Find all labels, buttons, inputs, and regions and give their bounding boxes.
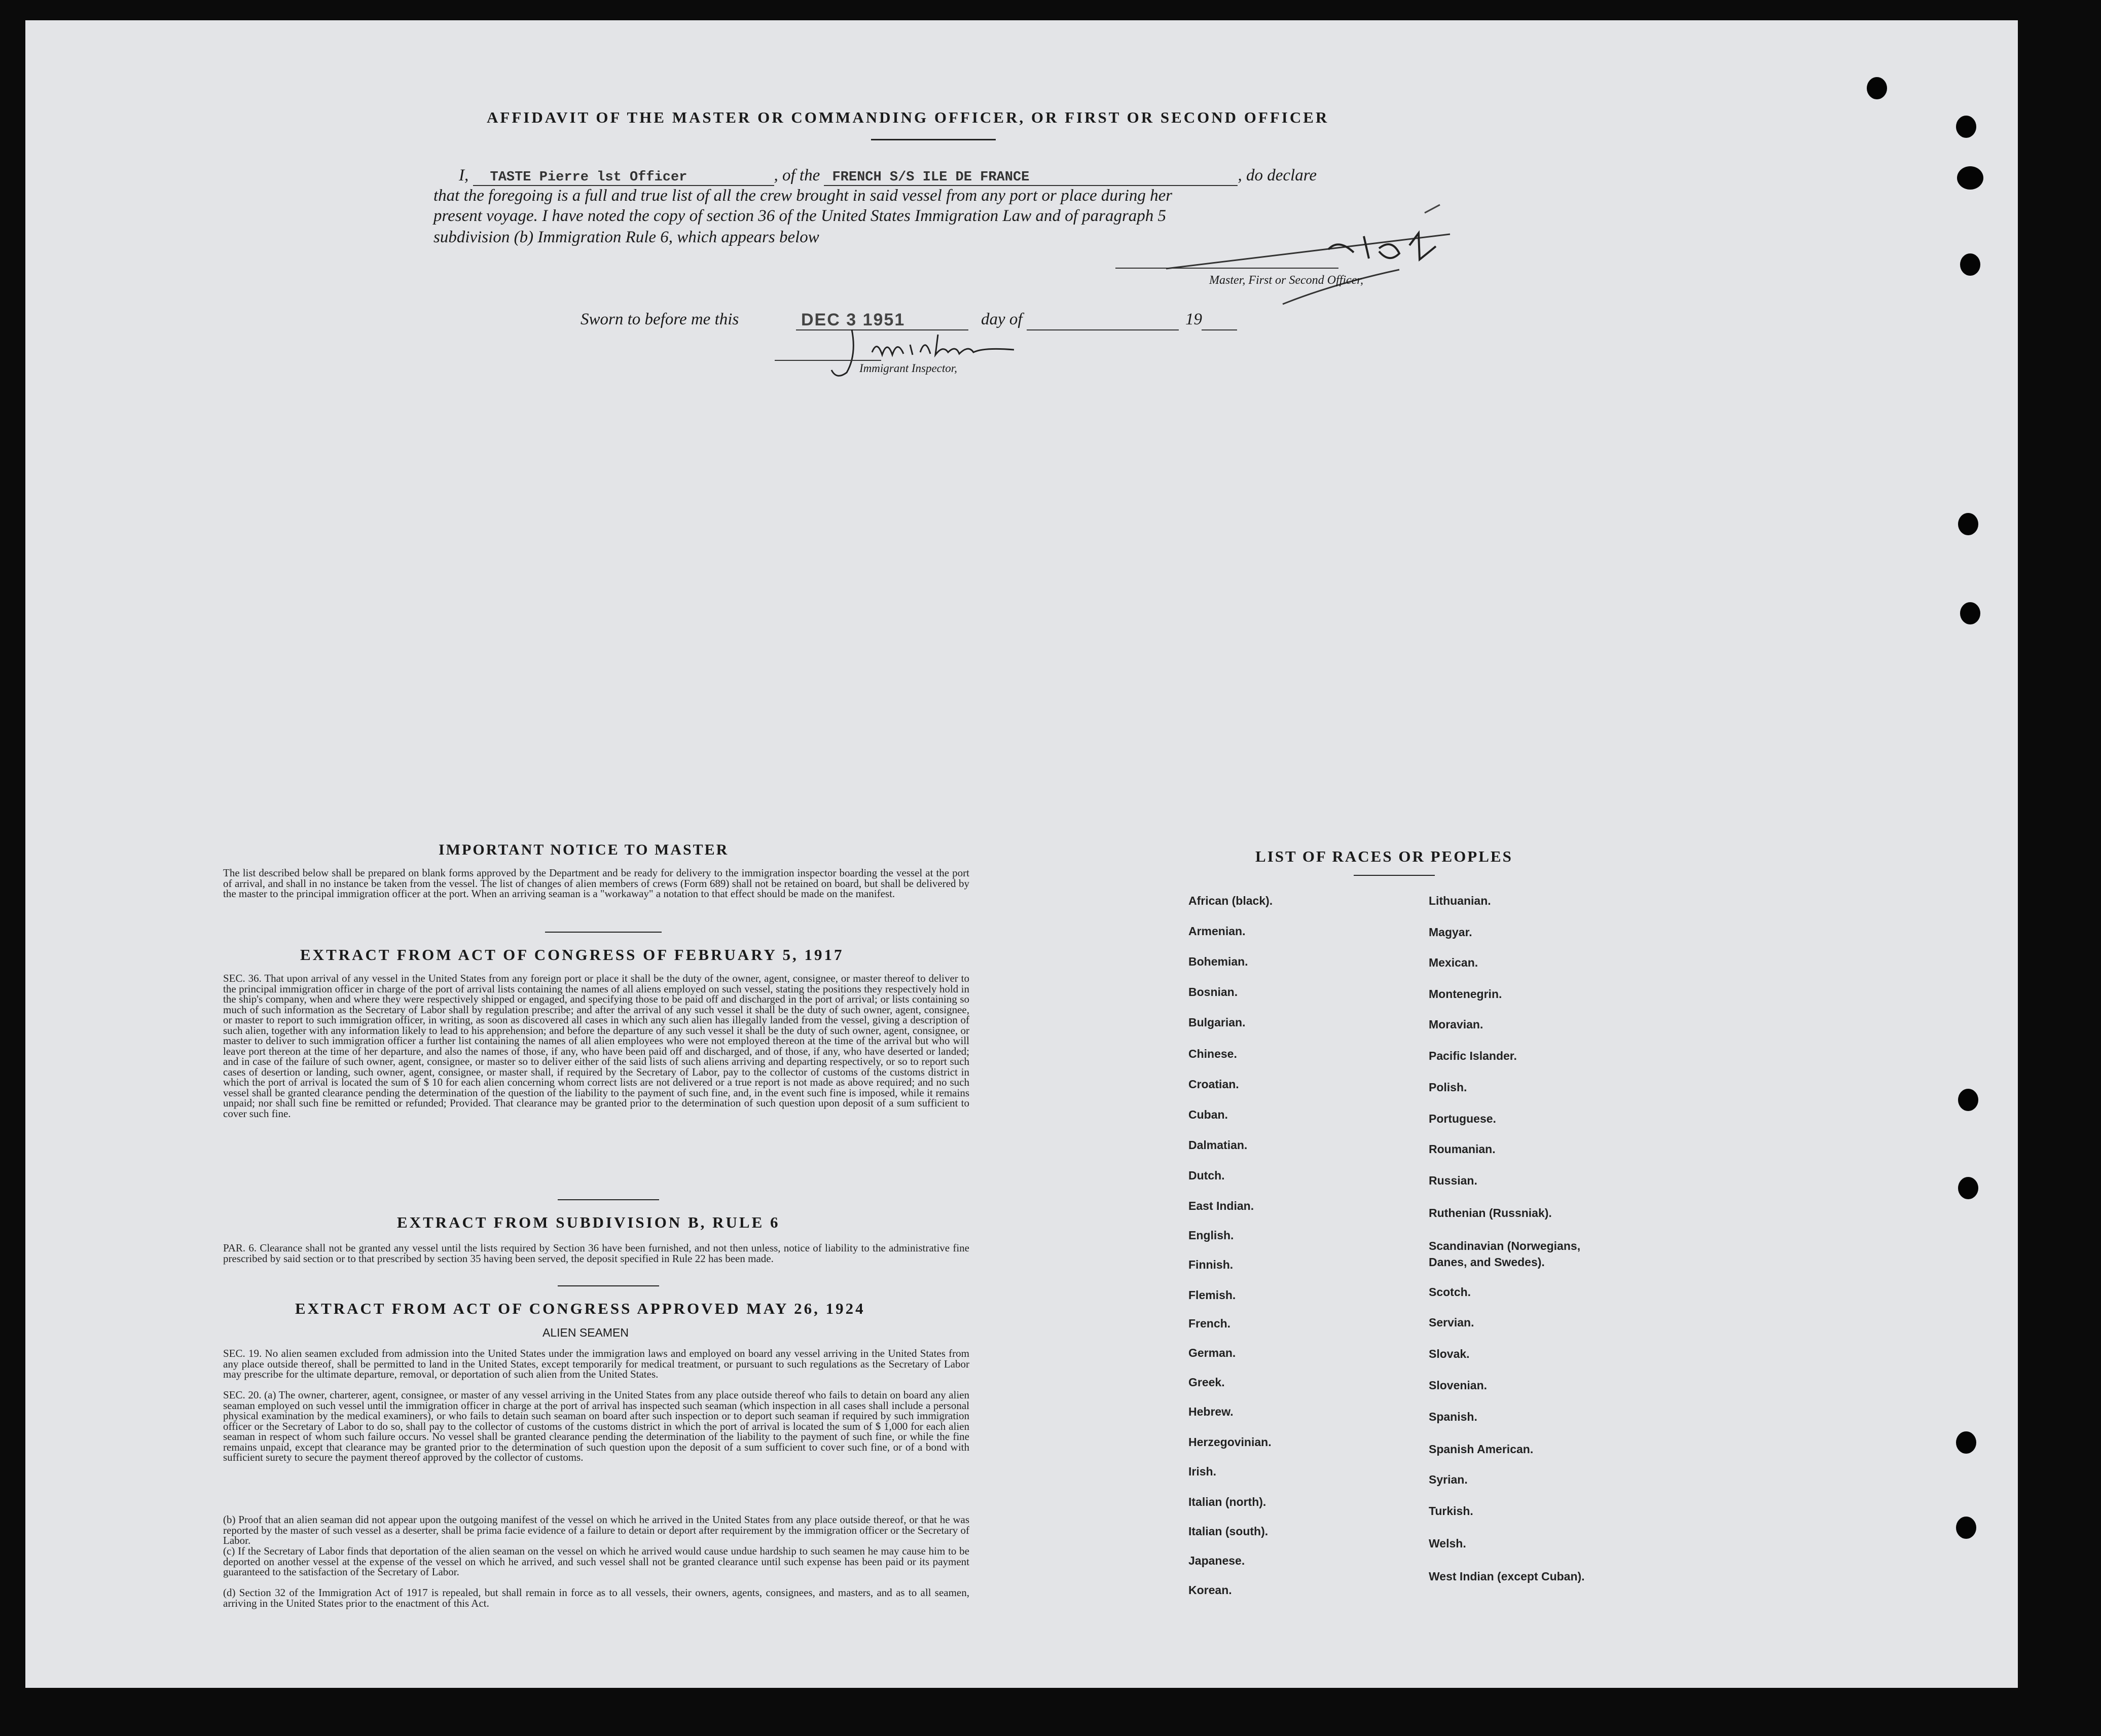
- race-item: Magyar.: [1429, 926, 1472, 939]
- race-item: Montenegrin.: [1429, 987, 1502, 1001]
- race-item: Cuban.: [1188, 1108, 1228, 1121]
- race-item: Slovenian.: [1429, 1379, 1488, 1392]
- race-item: Italian (south).: [1188, 1525, 1269, 1538]
- race-item: Italian (north).: [1188, 1495, 1266, 1508]
- race-item: German.: [1188, 1346, 1236, 1359]
- punch-hole: [1960, 602, 1980, 624]
- race-item: Flemish.: [1188, 1288, 1236, 1302]
- race-item: Turkish.: [1429, 1504, 1473, 1518]
- race-item: Bosnian.: [1188, 985, 1238, 999]
- race-item: Croatian.: [1188, 1078, 1239, 1091]
- race-item: Moravian.: [1429, 1018, 1483, 1031]
- race-item: Scotch.: [1429, 1285, 1471, 1299]
- race-item: Irish.: [1188, 1465, 1216, 1478]
- of-the-text: , of the: [774, 166, 820, 184]
- sworn-date-stamp: DEC 3 1951: [801, 310, 905, 329]
- race-item: English.: [1188, 1229, 1234, 1242]
- race-item: Russian.: [1429, 1174, 1477, 1187]
- extract2-text: PAR. 6. Clearance shall not be granted any vessel until the lists required by Section 36 have been furnished, and not then unless, notice of liability to the administrative fine prescribed by said section or to that prescribed by section 35 having been served, the deposit specified in Rule 22 has been made.: [223, 1242, 969, 1265]
- race-item: Lithuanian.: [1429, 894, 1491, 907]
- punch-hole: [1956, 116, 1976, 138]
- punch-hole: [1960, 253, 1980, 276]
- officer-signature: [1115, 203, 1470, 314]
- race-item: East Indian.: [1188, 1199, 1254, 1212]
- notice-text: The list described below shall be prepared on blank forms approved by the Department and be ready for delivery to the immigration inspector boarding the vessel at the port of arrival, and shall in no instance be taken from the vessel. The list of changes of alien members of crews (Form 689) shall not be retained on board, but shall be delivered by the master to the principal immigration officer at the port. When an arriving seaman is a "workaway" a notation to that effect should be made on the manifest.: [223, 867, 969, 900]
- race-item: Dutch.: [1188, 1169, 1225, 1182]
- signature-caption: Master, First or Second Officer,: [1209, 274, 1363, 287]
- race-item: Bohemian.: [1188, 955, 1248, 968]
- signature-line: [1115, 268, 1338, 269]
- race-item: Greek.: [1188, 1376, 1225, 1389]
- extract3-subtitle: ALIEN SEAMEN: [542, 1326, 629, 1339]
- year-line: [1202, 329, 1237, 330]
- extract1-text: SEC. 36. That upon arrival of any vessel in the United States from any foreign port or place it shall be the duty of the owner, agent, consignee, or master thereof to deliver to the principal immigration officer in charge of the port of arrival lists containing the names of all aliens employed on such vessel, stating the positions they respectively hold in the ship's company, when and where they were respectively shipped or engaged, and specifying those to be paid off and discharged in the port of arrival; or lists containing so much of such information as the Secretary of Labor shall by regulation prescribe; and after the arrival of any such vessel it shall be the duty of such owner, agent, consignee, or master to report to such immigration officer, in writing, as soon as discovered all cases in which any such alien has illegally landed from the vessel, giving a description of such alien, together with any information likely to lead to his apprehension; and before the departure of any such vessel it shall be the duty of such owner, agent, consignee, or master to deliver to such immigration officer a further list containing the names of all alien employees who were not employed thereon at the time of the arrival but who will leave port thereon at the time of her departure, and also the names of those, if any, who have been paid off and discharged, and of those, if any, who have deserted or landed; and in case of the failure of such owner, agent, consignee, or master so to deliver either of the said lists of such aliens arriving and departing respectively, or so to report such cases of desertion or landing, such owner, agent, consignee, or master shall, if required by the Secretary of Labor, pay to the collector of customs of the customs district in which the port of arrival is located the sum of $ 10 for each alien concerning whom correct lists are not delivered or a true report is not made as above required; and no such vessel shall be granted clearance pending the determination of the question of the liability to the payment of such fine, and, in the event such fine is imposed, while it remains unpaid; nor shall such fine be remitted or refunded; Provided. That clearance may be granted prior to the determination of such question upon deposit of a sum sufficient to cover such fine.: [223, 972, 969, 1120]
- extract1-rule: [558, 1199, 659, 1200]
- inspector-signature: [771, 324, 1055, 385]
- day-of-text: day of: [981, 310, 1023, 328]
- punch-hole: [1956, 1431, 1976, 1454]
- race-item: Syrian.: [1429, 1473, 1468, 1486]
- punch-hole: [1958, 1089, 1978, 1111]
- race-item: West Indian (except Cuban).: [1429, 1570, 1585, 1583]
- race-item: French.: [1188, 1317, 1231, 1330]
- race-item: Chinese.: [1188, 1047, 1237, 1060]
- extract3-sec20b: (b) Proof that an alien seaman did not appear upon the outgoing manifest of the vessel on which he arrived in the United States from any place outside thereof, or that he was reported by the master of such vessel as a deserter, shall be prima facie evidence of a failure to detain or deport after requirement by the immigration officer or the Secretary of Labor.: [223, 1513, 969, 1546]
- race-item: Pacific Islander.: [1429, 1049, 1517, 1062]
- race-item: African (black).: [1188, 894, 1273, 907]
- race-item: Welsh.: [1429, 1537, 1466, 1550]
- affidavit-intro: I,: [459, 166, 469, 184]
- race-item: Ruthenian (Russniak).: [1429, 1206, 1552, 1220]
- extract3-title: EXTRACT FROM ACT OF CONGRESS APPROVED MAY 26, 1924: [295, 1300, 865, 1317]
- race-item: Dalmatian.: [1188, 1138, 1248, 1152]
- affidavit-title: AFFIDAVIT OF THE MASTER OR COMMANDING OFFICER, OR FIRST OR SECOND OFFICER: [487, 108, 1329, 126]
- sworn-text: Sworn to before me this: [581, 310, 739, 328]
- race-item: Herzegovinian.: [1188, 1435, 1272, 1449]
- extract3-sec20a: SEC. 20. (a) The owner, charterer, agent, consignee, or master of any vessel arriving in the United States from any place outside thereof who fails to detain on board any alien seaman employed on such vessel until the immigration officer in charge at the port of arrival has inspected such seaman (which inspection in all cases shall include a personal physical examination by the medical examiners), or who fails to detain such seaman on board after such inspection or to deport such seaman if required by such immigration officer or the Secretary of Labor to do so, shall pay to the collector of customs of the customs district in which the port of arrival is located the sum of $ 1,000 for each alien seaman in respect of whom such failure occurs. No vessel shall be granted clearance pending the determination of the liability to the payment of such fine, or while the fine remains unpaid, except that clearance may be granted prior to the determination of such question upon the deposit of a sum sufficient to cover such fine, or of a bond with sufficient surety to secure the payment thereof approved by the collector of customs.: [223, 1389, 969, 1463]
- race-item: Japanese.: [1188, 1554, 1245, 1567]
- do-declare-text: , do declare: [1238, 166, 1317, 184]
- punch-hole: [1867, 77, 1887, 99]
- race-item: Bulgarian.: [1188, 1016, 1246, 1029]
- affidavit-title-rule: [871, 139, 996, 140]
- race-item: Mexican.: [1429, 956, 1478, 969]
- extract2-rule: [558, 1285, 659, 1286]
- vessel-name-field: FRENCH S/S ILE DE FRANCE: [824, 170, 1238, 186]
- punch-hole: [1956, 1517, 1976, 1539]
- races-title: LIST OF RACES OR PEOPLES: [1255, 847, 1513, 865]
- notice-rule: [545, 932, 662, 933]
- extract2-title: EXTRACT FROM SUBDIVISION B, RULE 6: [397, 1213, 780, 1231]
- notice-title: IMPORTANT NOTICE TO MASTER: [439, 841, 729, 858]
- race-item: Scandinavian (Norwegians, Danes, and Swedes).: [1429, 1239, 1581, 1269]
- punch-hole: [1958, 1177, 1978, 1199]
- inspector-line: [775, 360, 881, 361]
- officer-name-field: TASTE Pierre lst Officer: [473, 170, 774, 186]
- affidavit-line-1: [459, 166, 1351, 186]
- race-item: Spanish.: [1429, 1410, 1477, 1423]
- race-item: Spanish American.: [1429, 1443, 1534, 1456]
- extract3-sec19: SEC. 19. No alien seamen excluded from admission into the United States under the immigration laws and employed on board any vessel arriving in the United States from any place outside thereof, shall be permitted to land in the United States, except temporarily for medical treatment, or pursuant to such regulations as the Secretary of Labor may prescribe for the ultimate departure, removal, or deportation of such alien from the United States.: [223, 1347, 969, 1380]
- race-item: Hebrew.: [1188, 1405, 1234, 1418]
- race-item: Servian.: [1429, 1316, 1474, 1329]
- races-title-rule: [1354, 875, 1435, 876]
- race-item: Roumanian.: [1429, 1142, 1496, 1156]
- punch-hole: [1958, 513, 1978, 535]
- affidavit-line-3: present voyage. I have noted the copy of section 36 of the United States Immigration Law and of paragraph 5: [433, 207, 1167, 225]
- race-item: Armenian.: [1188, 925, 1246, 938]
- race-item: Portuguese.: [1429, 1112, 1496, 1125]
- inspector-caption: Immigrant Inspector,: [859, 362, 957, 375]
- race-item: Slovak.: [1429, 1347, 1470, 1360]
- extract3-sec20d: (d) Section 32 of the Immigration Act of 1917 is repealed, but shall remain in force as to all vessels, their owners, agents, consignees, and masters, and as to all seamen, arriving in the United States prior to the enactment of this Act.: [223, 1586, 969, 1609]
- race-item: Korean.: [1188, 1583, 1232, 1597]
- extract3-sec20c: (c) If the Secretary of Labor finds that deportation of the alien seaman on the vessel on which he arrived would cause undue hardship to such seamen he may cause him to be deported on another vessel at the expense of the vessel on which he arrived, and such vessel shall not be granted clearance until such expense has been paid or its payment guaranteed to the satisfaction of the Secretary of Labor.: [223, 1545, 969, 1578]
- affidavit-line-4: subdivision (b) Immigration Rule 6, which appears below: [433, 228, 819, 246]
- year-prefix: 19: [1185, 310, 1202, 328]
- affidavit-line-2: that the foregoing is a full and true list of all the crew brought in said vessel from any port or place during her: [433, 187, 1173, 205]
- race-item: Polish.: [1429, 1081, 1467, 1094]
- punch-hole: [1957, 166, 1983, 190]
- race-item: Finnish.: [1188, 1258, 1234, 1271]
- extract1-title: EXTRACT FROM ACT OF CONGRESS OF FEBRUARY 5, 1917: [300, 946, 844, 964]
